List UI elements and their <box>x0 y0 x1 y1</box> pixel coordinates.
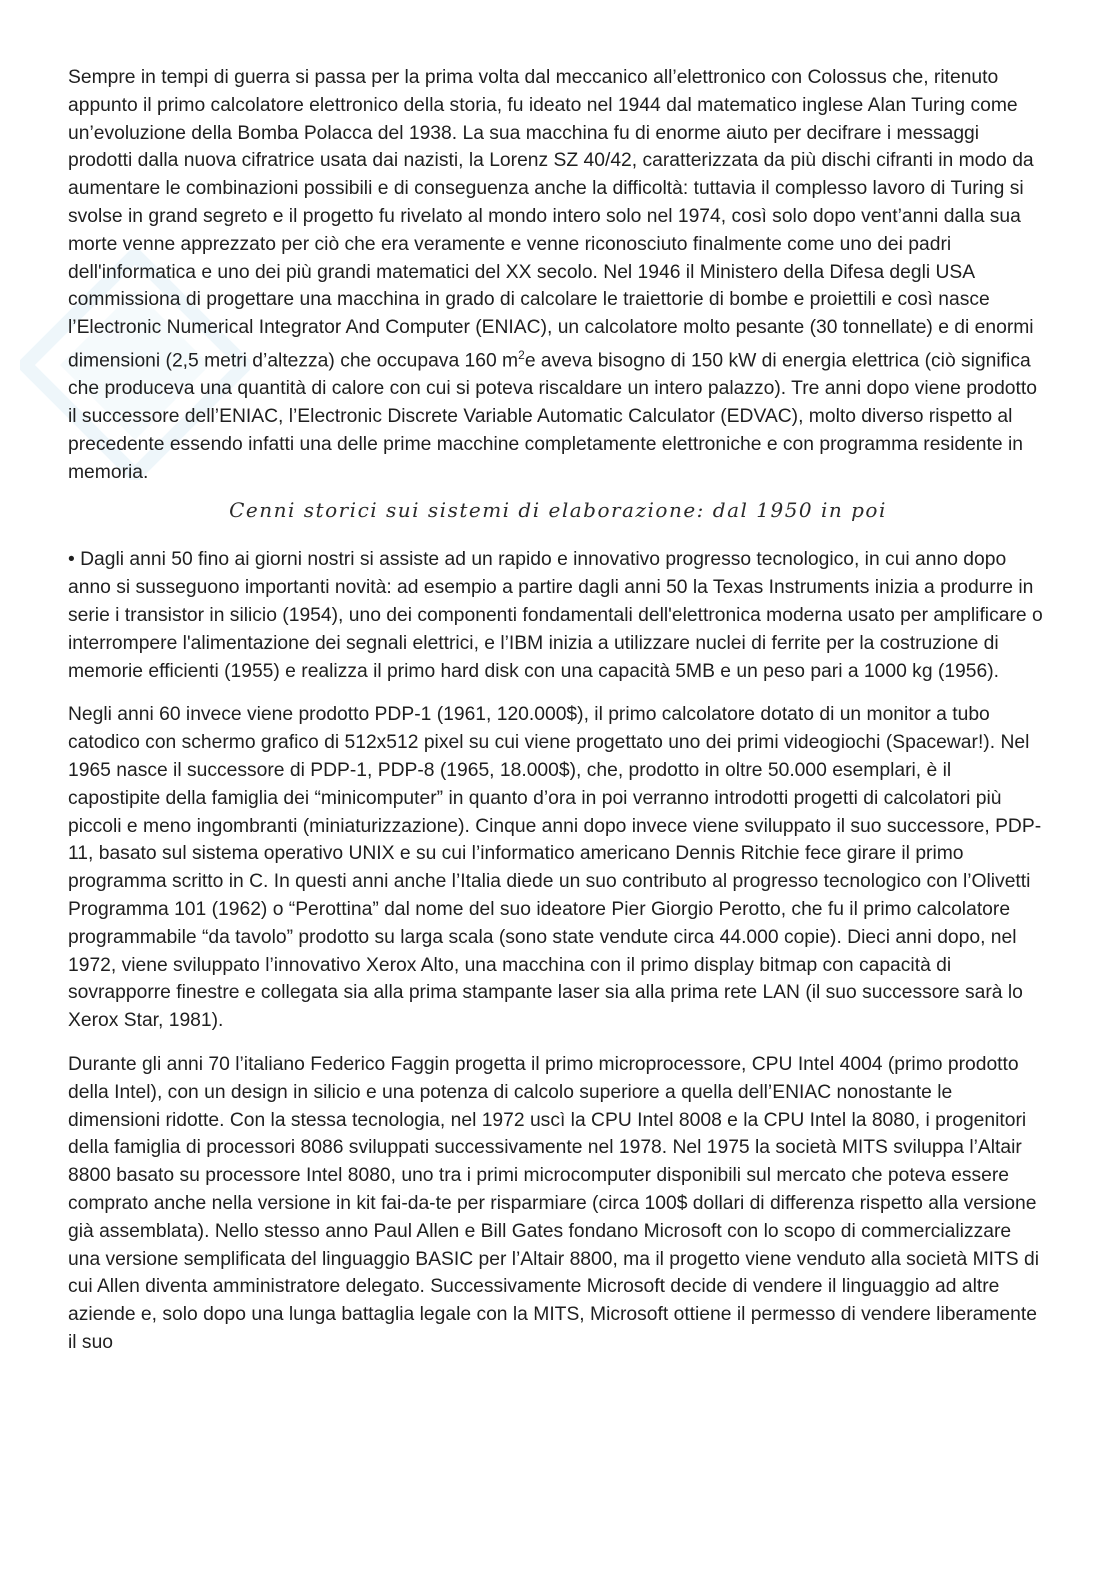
paragraph-pdp-series: Negli anni 60 invece viene prodotto PDP-1 (1961, 120.000$), il primo calcolatore dotato di un monitor a tubo catodico con schermo grafico di 512x512 pixel su cui viene progettato uno dei primi videogiochi (Spacewar!). Nel 1965 nasce il successore di PDP-1, PDP-8 (1965, 18.000$), che, prodotto in oltre 50.000 esemplari, è il capostipite della famiglia dei “minicomputer” in quanto d’ora in poi verranno introdotti progetti di calcolatori più piccoli e meno ingombranti (miniaturizzazione). Cinque anni dopo invece viene sviluppato il suo successore, PDP-11, basato sul sistema operativo UNIX e su cui l’informatico americano Dennis Ritchie fece girare il primo programma scritto in C. In questi anni anche l’Italia diede un suo contributo al progresso tecnologico con l’Olivetti Programma 101 (1962) o “Perottina” dal nome del suo ideatore Pier Giorgio Perotto, che fu il primo calcolatore programmabile “da tavolo” prodotto su larga scala (sono state vendute circa 44.000 copie). Dieci anni dopo, nel 1972, viene sviluppato l’innovativo Xerox Alto, una macchina con il primo display bitmap con capacità di sovrapporre finestre e collegata sia alla prima stampante laser sia alla prima rete LAN (il suo successore sarà lo Xerox Star, 1981). <box>68 704 1042 1032</box>
bullet-icon: • <box>68 549 75 571</box>
document-page <box>68 64 1048 1357</box>
paragraph-colossus-eniac <box>68 64 1048 486</box>
paragraph-transistors <box>68 546 1048 685</box>
paragraph-1-text-b: e aveva bisogno di 150 kW di energia elettrica (ciò significa che produceva una quantità di calore con cui si poteva riscaldare un intero palazzo). Tre anni dopo viene prodotto il successore dell’ENIAC, l’Electronic Discrete Variable Automatic Calculator (EDVAC), molto diverso rispetto al precedente essendo infatti una delle prime macchine completamente elettroniche e con programma residente in memoria. <box>68 350 1037 483</box>
paragraph-microprocessor: Durante gli anni 70 l’italiano Federico Faggin progetta il primo microprocessore, CPU Intel 4004 (primo prodotto della Intel), con un design in silicio e una potenza di calcolo superiore a quella dell’ENIAC nonostante le dimensioni ridotte. Con la stessa tecnologia, nel 1972 uscì la CPU Intel 8008 e la CPU Intel la 8080, i progenitori della famiglia di processori 8086 sviluppati successivamente nel 1978. Nel 1975 la società MITS sviluppa l’Altair 8800 basato su processore Intel 8080, uno tra i primi microcomputer disponibili sul mercato che poteva essere comprato anche nella versione in kit fai-da-te per risparmiare (circa 100$ dollari di differenza rispetto alla versione già assemblata). Nello stesso anno Paul Allen e Bill Gates fondano Microsoft con lo scopo di commercializzare una versione semplificata del linguaggio BASIC per l’Altair 8800, ma il progetto viene venduto alla società MITS di cui Allen diventa amministratore delegato. Successivamente Microsoft decide di vendere il linguaggio ad altre aziende e, solo dopo una lunga battaglia legale con la MITS, Microsoft ottiene il permesso di vendere liberamente il suo <box>68 1053 1040 1353</box>
section-heading: Cenni storici sui sistemi di elaborazione: dal 1950 in poi <box>229 498 887 523</box>
paragraph-bullet-text: Dagli anni 50 fino ai giorni nostri si assiste ad un rapido e innovativo progresso tecnologico, in cui anno dopo anno si susseguono importanti novità: ad esempio a partire dagli anni 50 la Texas Instruments inizia a produrre in serie i transistor in silicio (1954), uno dei componenti fondamentali dell'elettronica moderna usato per amplificare o interrompere l'alimentazione dei segnali elettrici, e l’IBM inizia a utilizzare nuclei di ferrite per la costruzione di memorie efficienti (1955) e realizza il primo hard disk con una capacità 5MB e un peso pari a 1000 kg (1956). <box>68 549 1043 682</box>
superscript-square: 2 <box>518 347 525 362</box>
paragraph-1-text-a: Sempre in tempi di guerra si passa per la prima volta dal meccanico all’elettronico con Colossus che, ritenuto appunto il primo calcolatore elettronico della storia, fu ideato nel 1944 dal matematico inglese Alan Turing come un’evoluzione della Bomba Polacca del 1938. La sua macchina fu di enorme aiuto per decifrare i messaggi prodotti dalla nuova cifratrice usata dai nazisti, la Lorenz SZ 40/42, caratterizzata da più dischi cifranti in modo da aumentare le combinazioni possibili e di conseguenza anche la difficoltà: tuttavia il complesso lavoro di Turing si svolse in grand segreto e il progetto fu rivelato al mondo intero solo nel 1974, così solo dopo vent’anni dalla sua morte venne apprezzato per ciò che era veramente e venne riconosciuto finalmente come uno dei padri dell'informatica e uno dei più grandi matematici del XX secolo. Nel 1946 il Ministero della Difesa degli USA commissiona di progettare una macchina in grado di calcolare le traiettorie di bombe e proiettili e così nasce l’Electronic Numerical Integrator And Computer (ENIAC), un calcolatore molto pesante (30 tonnellate) e di enormi dimensioni (2,5 metri d’altezza) che occupava 160 m <box>68 67 1034 372</box>
